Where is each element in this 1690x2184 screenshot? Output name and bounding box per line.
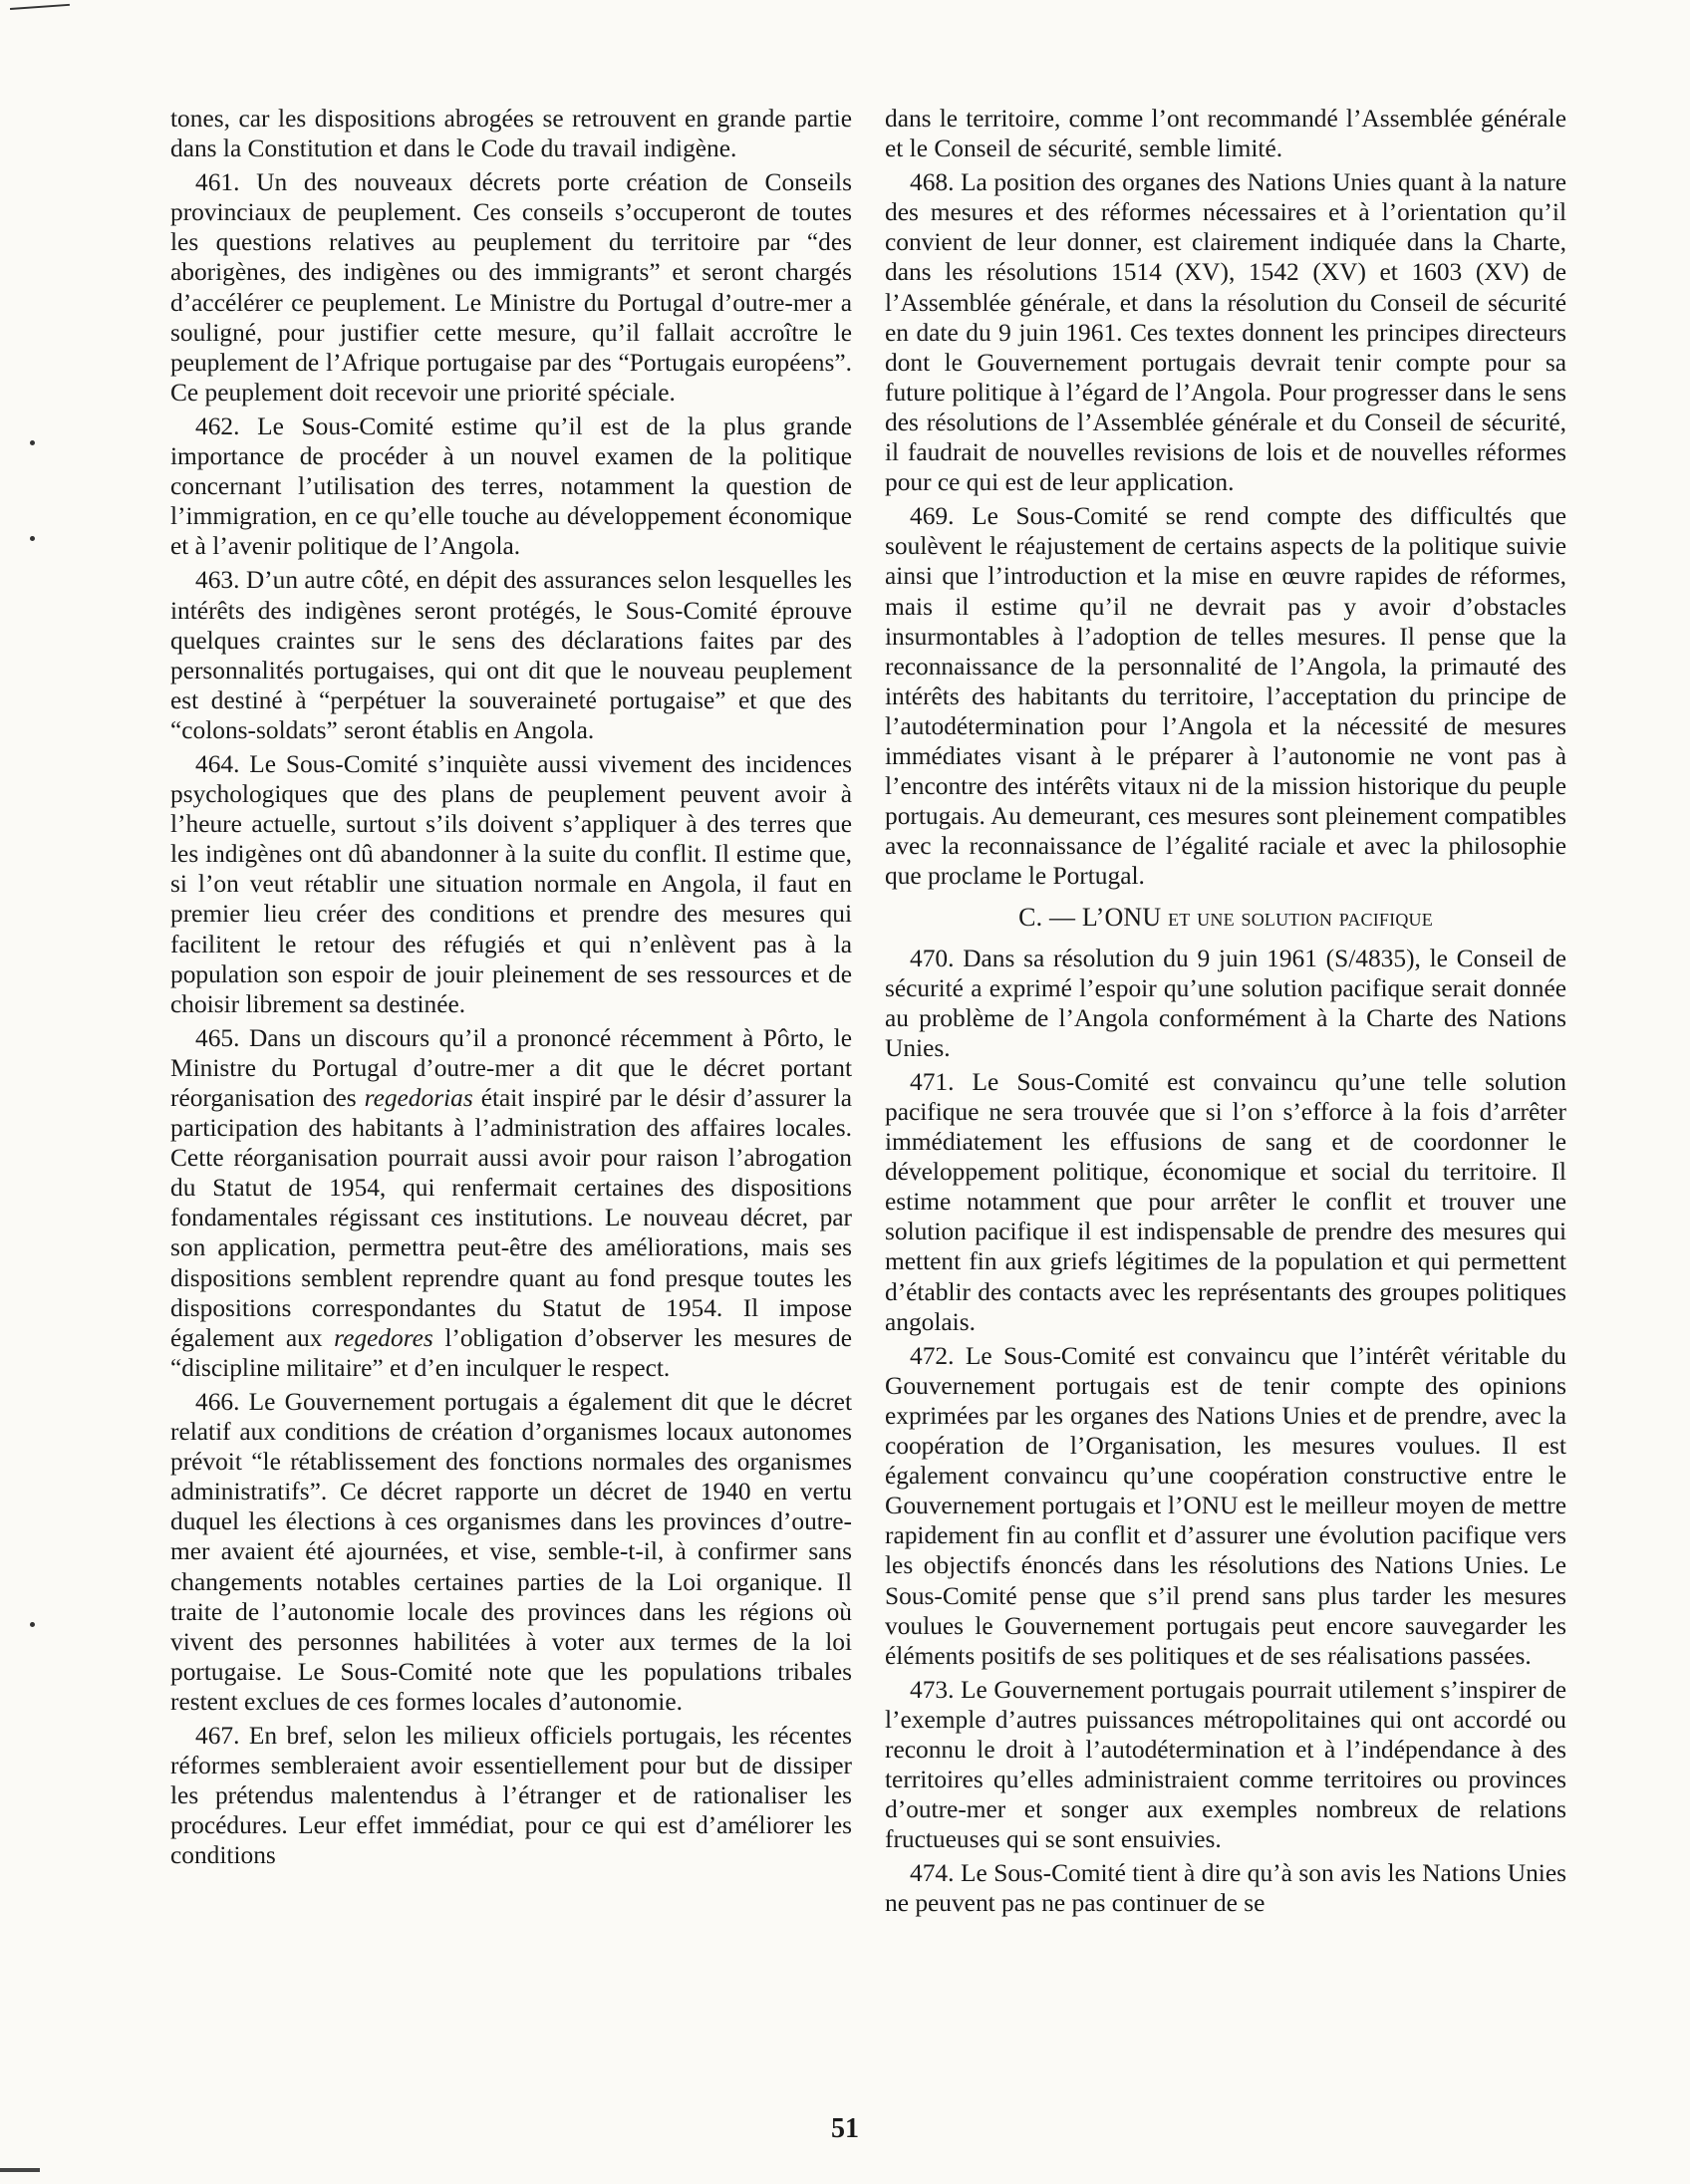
left-column [170,104,852,1874]
paragraph-text: Le Sous-Comité estime qu’il est de la plus grande importance de procéder à un nouvel examen de la politique concernant l’utilisation des terres, notamment la question de l’immigration, en ce qu’elle touche au développement économique et à l’avenir politique de l’Angola. [170,411,852,561]
scan-edge-mark [0,2168,40,2172]
paragraph-number: 468. [910,168,955,197]
paragraph-text: Le Sous-Comité est convaincu que l’intérêt véritable du Gouvernement portugais est de tenir compte des opinions exprimées par les organes des Nations Unies et de prendre, avec la coopération de l’Organisation, les mesures voulues. Il est également convaincu qu’une coopération constructive entre le Gouvernement portugais et l’ONU est le meilleur moyen de mettre rapidement fin au conflit et d’assurer une évolution pacifique vers les objectifs énoncés dans les résolutions des Nations Unies. Le Sous-Comité pense que s’il prend sans plus tarder les mesures voulues le Gouvernement portugais peut encore sauvegarder les éléments positifs de ses politiques et de ses réalisations passées. [885,1341,1566,1670]
paragraph-466 [170,1387,852,1717]
section-heading-smallcaps: et une solution pacifique [1168,903,1433,933]
margin-dot [30,536,35,541]
italic-term: regedores [334,1323,433,1352]
paragraph-number: 462. [195,411,240,440]
paragraph-number: 473. [910,1675,955,1704]
paragraph-text: Le Gouvernement portugais pourrait utilement s’inspirer de l’exemple d’autres puissances métropolitaines qui ont accordé ou reconnu le droit à l’autodétermination et à l’indépendance à des territoires qu’elles administraient comme territoires ou provinces d’outre-mer et songer aux exemples nombreux de relations fructueuses qui se sont ensuivies. [885,1675,1566,1854]
page-number: 51 [831,2113,859,2144]
paragraph-471 [885,1067,1566,1337]
paragraph-text: Le Sous-Comité s’inquiète aussi vivement des incidences psychologiques que des plans de peuplement peuvent avoir à l’heure actuelle, surtout s’ils doivent s’appliquer à des terres que les indigènes ont dû abandonner à la suite du conflit. Il estime que, si l’on veut rétablir une situation normale en Angola, il faut en premier lieu créer des conditions et prendre des mesures qui facilitent le retour des réfugiés et qui n’enlèvent pas à la population son espoir de jouir pleinement de ses ressources et de choisir librement sa destinée. [170,749,852,1018]
paragraph-text: était inspiré par le désir d’assurer la participation des habitants à l’administration des affaires locales. Cette réorganisation pourrait aussi avoir pour raison l’abrogation du Statut de 1954, qui renfermait certaines des dispositions fondamentales régissant ces institutions. Le nouveau décret, par son application, permettra peut-être des améliorations, mais ses dispositions semblent reprendre quant au fond presque toutes les dispositions correspondantes du Statut de 1954. Il impose également aux [170,1084,852,1352]
paragraph-text: Un des nouveaux décrets porte création de Conseils provinciaux de peuplement. Ces conseils s’occuperont de toutes les questions relatives au peuplement du territoire par “des aborigènes, des indigènes ou des immigrants” et seront chargés d’accélérer ce peuplement. Le Ministre du Portugal d’outre-mer a souligné, pour justifier cette mesure, qu’il fallait accroître le peuplement de l’Afrique portugaise par des “Portugais européens”. Ce peuplement doit recevoir une priorité spéciale. [170,168,852,407]
paragraph-462 [170,411,852,561]
paragraph-number: 472. [910,1341,955,1370]
paragraph-text: Le Sous-Comité se rend compte des difficultés que soulèvent le réajustement de certains aspects de la politique suivie ainsi que l’introduction et la mise en œuvre rapides de réformes, mais il estime qu’il ne devrait pas y avoir d’obstacles insurmontables à l’adoption de telles mesures. Il pense que la reconnaissance de la personnalité de l’Angola, la primauté des intérêts des habitants du territoire, l’acceptation du principe de l’autodétermination pour l’Angola et la nécessité de mesures immédiates visant à le préparer à l’autonomie ne vont pas à l’encontre des intérêts vitaux ni de la mission historique du peuple portugais. Au demeurant, ces mesures sont pleinement compatibles avec la reconnaissance de l’égalité raciale et avec la philosophie que proclame le Portugal. [885,502,1566,891]
paragraph-463 [170,565,852,745]
paragraph-number: 467. [195,1721,240,1750]
paragraph-number: 466. [195,1387,240,1416]
paragraph-text: Dans sa résolution du 9 juin 1961 (S/4835), le Conseil de sécurité a exprimé l’espoir qu’une solution pacifique serait donnée au problème de l’Angola conformément à la Charte des Nations Unies. [885,944,1566,1062]
paragraph-461 [170,167,852,408]
scan-corner-mark [10,4,71,24]
paragraph-text: Le Sous-Comité tient à dire qu’à son avis les Nations Unies ne peuvent pas ne pas continuer de se [885,1859,1566,1918]
paragraph-number: 470. [910,944,955,972]
paragraph-472 [885,1341,1566,1671]
paragraph-text: En bref, selon les milieux officiels portugais, les récentes réformes sembleraient avoir essentiellement pour but de dissiper les prétendus malentendus à l’étranger et de rationaliser les procédures. Leur effet immédiat, pour ce qui est d’améliorer les conditions [170,1721,852,1870]
paragraph-text: l’obligation d’observer les mesures de “discipline militaire” et d’en inculquer le respect. [170,1323,853,1382]
paragraph-number: 465. [195,1023,240,1052]
section-heading-prefix: C. — L’ONU [1018,903,1169,933]
paragraph-464 [170,749,852,1019]
paragraph-number: 463. [195,566,240,595]
paragraph-text: Dans un discours qu’il a prononcé récemment à Pôrto, le Ministre du Portugal d’outre-mer a dit que le décret portant réorganisation des [170,1023,852,1112]
paragraph-number: 474. [910,1859,955,1888]
margin-dot [30,1622,35,1627]
paragraph-number: 471. [910,1067,955,1096]
paragraph-467 [170,1721,852,1870]
paragraph-468 [885,167,1566,497]
paragraph-number: 464. [195,749,240,778]
paragraph-number: 469. [910,502,955,531]
margin-dot [30,440,35,445]
paragraph-continued: dans le territoire, comme l’ont recommandé l’Assemblée générale et le Conseil de sécurité, semble limité. [885,105,1566,163]
paragraph-text: Le Gouvernement portugais a également dit que le décret relatif aux conditions de création d’organismes locaux autonomes prévoit “le rétablissement des fonctions normales des organismes administratifs”. Ce décret rapporte un décret de 1940 en vertu duquel les élections à ces organismes dans les provinces d’outre-mer avaient été ajournées, et vise, semble-t-il, à confirmer sans changements notables certaines parties de la Loi organique. Il traite de l’autonomie locale des provinces dans les régions où vivent des personnes habilitées à voter aux termes de la loi portugaise. Le Sous-Comité note que les populations tribales restent exclues de ces formes locales d’autonomie. [170,1387,852,1716]
paragraph-469 [885,501,1566,891]
paragraph-text: D’un autre côté, en dépit des assurances selon lesquelles les intérêts des indigènes seront protégés, le Sous-Comité éprouve quelques craintes sur le sens des déclarations faites par des personnalités portugaises, qui ont dit que le nouveau peuplement est destiné à “perpétuer la souveraineté portugaise” et que des “colons-soldats” seront établis en Angola. [170,566,853,744]
section-heading [885,903,1566,933]
paragraph-text: Le Sous-Comité est convaincu qu’une telle solution pacifique ne sera trouvée que si l’on s’efforce à la fois d’arrêter immédiatement les effusions de sang et de coordonner le développement politique, économique et social du territoire. Il estime notamment que pour arrêter le conflit et trouver une solution pacifique il est indispensable de prendre des mesures qui mettent fin aux griefs légitimes de la population et qui permettent d’établir des contacts avec les représentants des groupes politiques angolais. [885,1067,1566,1336]
paragraph-473 [885,1675,1566,1855]
italic-term: regedorias [364,1084,473,1112]
paragraph-470 [885,944,1566,1063]
right-column [885,104,1566,1923]
paragraph-continued: tones, car les dispositions abrogées se retrouvent en grande partie dans la Constitution et dans le Code du travail indigène. [170,105,852,163]
paragraph-number: 461. [195,168,240,197]
paragraph-text: La position des organes des Nations Unies quant à la nature des mesures et des réformes nécessaires et à l’orientation qu’il convient de leur donner, est clairement indiquée dans la Charte, dans les résolutions 1514 (XV), 1542 (XV) et 1603 (XV) de l’Assemblée générale, et dans la résolution du Conseil de sécurité en date du 9 juin 1961. Ces textes donnent les principes directeurs dont le Gouvernement portugais devrait tenir compte pour sa future politique à l’égard de l’Angola. Pour progresser dans le sens des résolutions de l’Assemblée générale et du Conseil de sécurité, il faudrait de nouvelles revisions de lois et de nouvelles réformes pour ce qui est de leur application. [885,168,1566,497]
paragraph-474 [885,1858,1566,1918]
paragraph-465 [170,1023,852,1383]
